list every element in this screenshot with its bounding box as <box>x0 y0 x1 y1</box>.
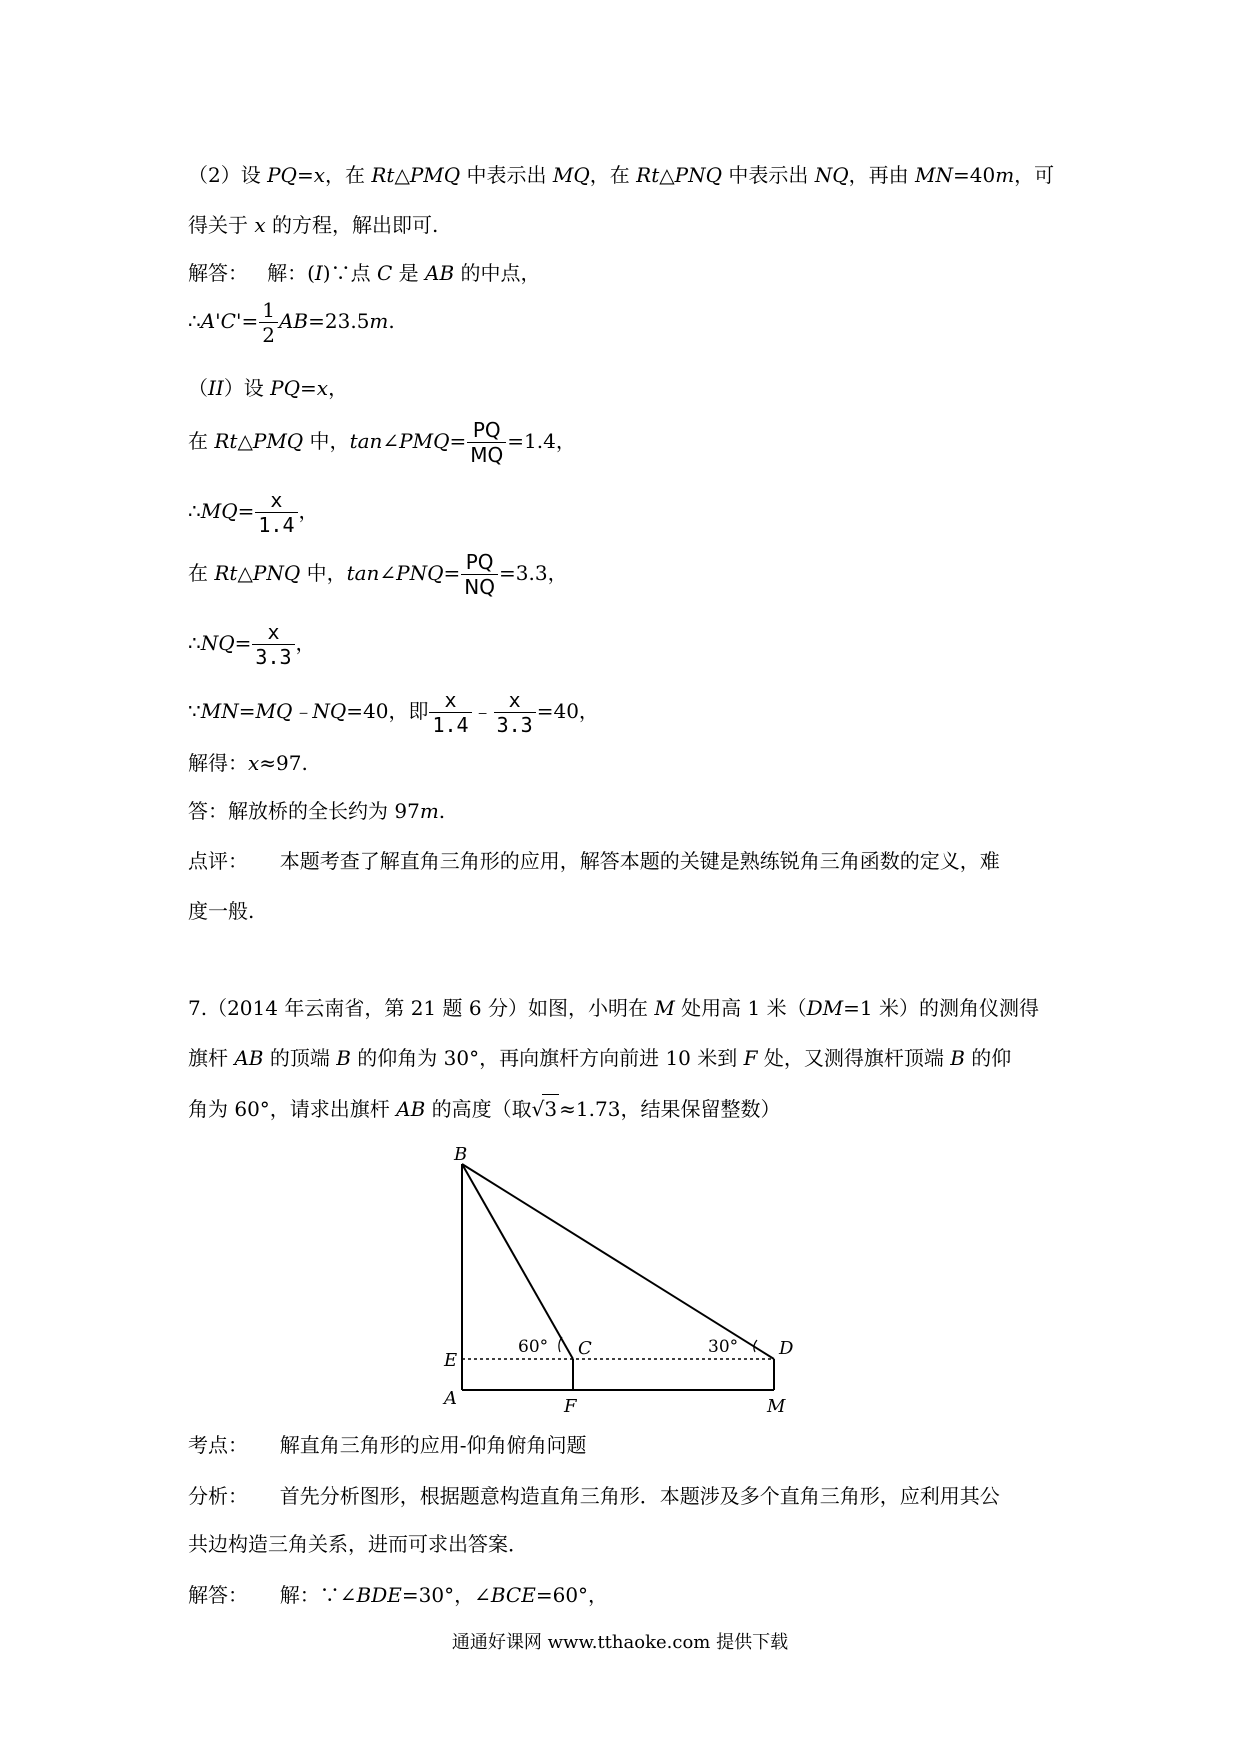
math: ∠BDE <box>339 1583 402 1607</box>
fraction-denominator: 1.4 <box>432 713 469 737</box>
text: ，可 <box>1014 163 1055 187</box>
math: ∠BCE <box>474 1583 536 1607</box>
text: =3.3， <box>499 561 568 585</box>
math: AB <box>278 309 309 333</box>
point-label-c: C <box>578 1338 592 1359</box>
answer-line-1 <box>188 259 541 287</box>
math: B <box>336 1046 351 1070</box>
math: AB <box>234 1046 264 1070</box>
text: ∵ <box>188 699 201 723</box>
answer-line-9 <box>188 749 308 777</box>
answer-line-2 <box>188 300 395 345</box>
text: =40 <box>952 163 996 187</box>
text: =30°， <box>401 1583 475 1607</box>
text: （2）设 <box>188 163 268 187</box>
text: 的顶端 <box>263 1046 337 1070</box>
text: =40， <box>536 699 599 723</box>
math: MN <box>914 163 953 187</box>
comment-label: 点评： <box>188 849 248 873</box>
flagpole-diagram <box>440 1142 820 1422</box>
fraction-denominator: 2 <box>262 323 275 347</box>
text: 中， <box>303 429 350 453</box>
fenxi-label: 分析： <box>188 1484 248 1508</box>
text: 角为 60°，请求出旗杆 <box>188 1097 397 1121</box>
point-label-a: A <box>444 1388 457 1409</box>
text: 答：解放桥的全长约为 97 <box>188 799 420 823</box>
fraction <box>429 690 471 735</box>
text: 得关于 <box>188 213 255 237</box>
math: m <box>995 163 1015 187</box>
fraction-numerator: x <box>252 622 294 645</box>
text: 的仰角为 30°，再向旗杆方向前进 10 米到 <box>350 1046 744 1070</box>
text: 中， <box>300 561 347 585</box>
math: MN=MQ﹣NQ <box>200 699 347 723</box>
math: Rt <box>371 163 395 187</box>
answer-line-5 <box>188 490 319 535</box>
text: = <box>449 429 467 453</box>
math: x <box>254 213 266 237</box>
text: . <box>438 799 446 823</box>
text: ， <box>328 376 349 400</box>
text: = <box>241 309 259 333</box>
text: = <box>443 561 461 585</box>
line-bd <box>462 1164 774 1359</box>
angle-label-60: 60° <box>518 1337 549 1357</box>
text: ， <box>298 499 319 523</box>
fraction <box>467 420 506 465</box>
fraction-numerator: x <box>494 690 536 713</box>
text: ）设 <box>223 376 271 400</box>
point-label-m: M <box>767 1396 786 1417</box>
fenxi-text: 共边构造三角关系，进而可求出答案． <box>188 1532 528 1556</box>
fraction-denominator: 3.3 <box>255 645 292 669</box>
fraction-numerator: 1 <box>259 300 278 323</box>
text: =40，即 <box>346 699 429 723</box>
answer-label: 解答： <box>188 261 248 285</box>
text: △ <box>659 163 675 187</box>
answer-line-8 <box>188 690 599 735</box>
comment-line-2 <box>188 897 254 925</box>
fraction-denominator: 3.3 <box>496 713 533 737</box>
answer-line-4 <box>188 420 576 465</box>
fraction <box>255 490 297 535</box>
fraction-numerator: x <box>255 490 297 513</box>
math: Rt <box>214 561 238 585</box>
math: MQ <box>552 163 590 187</box>
math: PNQ <box>674 163 722 187</box>
text: △ <box>394 163 410 187</box>
point-label-f: F <box>564 1396 577 1417</box>
math: m <box>369 309 389 333</box>
comment-text: 本题考查了解直角三角形的应用，解答本题的关键是熟练锐角三角函数的定义，难 <box>279 849 1000 873</box>
text: =23.5 <box>308 309 370 333</box>
angle-arc-d <box>754 1340 757 1352</box>
answer-line-7 <box>188 622 316 667</box>
math: MQ <box>200 499 238 523</box>
math: AB <box>396 1097 426 1121</box>
text: ， <box>295 631 316 655</box>
fenxi-line-2 <box>188 1530 528 1558</box>
text: . <box>388 309 395 333</box>
text: ∴ <box>188 499 201 523</box>
comment-text: 度一般. <box>188 899 255 923</box>
fraction-denominator: 1.4 <box>258 513 295 537</box>
math: PNQ <box>252 561 301 585</box>
analysis-line-2 <box>188 211 438 239</box>
answer-line-10 <box>188 797 445 825</box>
math: m <box>419 799 439 823</box>
math: AB <box>425 261 455 285</box>
math: NQ <box>814 163 849 187</box>
math: tan∠PMQ <box>349 429 450 453</box>
fraction <box>494 690 536 735</box>
text: 的中点， <box>454 261 541 285</box>
fraction-denominator: MQ <box>470 443 504 467</box>
sqrt-radicand: 3 <box>542 1094 559 1123</box>
text: 的方程，解出即可. <box>265 213 439 237</box>
kaodian-line <box>188 1431 587 1459</box>
text: = <box>237 499 255 523</box>
fenxi-line-1 <box>188 1482 1000 1510</box>
text: ﹣ <box>472 699 493 723</box>
fraction <box>252 622 294 667</box>
text: 在 <box>188 561 215 585</box>
point-label-d: D <box>779 1338 794 1359</box>
fraction <box>259 300 278 345</box>
angle-label-30: 30° <box>708 1337 739 1357</box>
math: M <box>654 996 675 1020</box>
answer-label: 解答： <box>188 1583 248 1607</box>
math: x <box>248 751 260 775</box>
text: 解：( <box>267 261 315 285</box>
text: △ <box>237 561 253 585</box>
fraction-numerator: PQ <box>461 552 498 575</box>
text: ∴ <box>188 631 201 655</box>
math: PMQ <box>409 163 461 187</box>
math: PQ=x <box>267 163 325 187</box>
math: C <box>376 261 393 285</box>
math: II <box>208 376 224 400</box>
answer-line-3 <box>188 374 348 402</box>
text: 的仰 <box>964 1046 1012 1070</box>
math: Rt <box>214 429 238 453</box>
text: ，再由 <box>848 163 915 187</box>
math: Rt <box>636 163 660 187</box>
text: （ <box>188 376 208 400</box>
fraction-numerator: PQ <box>467 420 506 443</box>
problem7-line-1 <box>188 994 1039 1022</box>
text: =1.4， <box>507 429 576 453</box>
text: =1 米）的测角仪测得 <box>843 996 1039 1020</box>
answer-line-6 <box>188 552 568 597</box>
line-bc <box>462 1164 573 1359</box>
kaodian-text: 解直角三角形的应用-仰角俯角问题 <box>279 1433 587 1457</box>
sqrt-sign: √ <box>531 1097 545 1121</box>
text: 在 <box>188 429 215 453</box>
text: 7.（2014 年云南省，第 21 题 6 分）如图，小明在 <box>188 996 655 1020</box>
math: A'C' <box>200 309 242 333</box>
math: PMQ <box>252 429 304 453</box>
comment-line-1 <box>188 847 1000 875</box>
text: =60°， <box>535 1583 609 1607</box>
text: 处用高 1 米（ <box>674 996 807 1020</box>
text: 的高度（取 <box>425 1097 532 1121</box>
text: )∵点 <box>322 261 377 285</box>
text: ，在 <box>589 163 637 187</box>
text: 解得： <box>188 751 248 775</box>
page-footer: 通通好课网 www.tthaoke.com 提供下载 <box>451 1632 789 1653</box>
math: DM <box>806 996 844 1020</box>
math: B <box>950 1046 965 1070</box>
text: ≈1.73，结果保留整数） <box>559 1097 781 1121</box>
text: 解：∵ <box>279 1583 340 1607</box>
problem7-answer-line-1 <box>188 1581 608 1609</box>
text: ∴ <box>188 309 201 333</box>
math: tan∠PNQ <box>346 561 444 585</box>
math: F <box>743 1046 758 1070</box>
kaodian-label: 考点： <box>188 1433 248 1457</box>
text: 中表示出 <box>722 163 815 187</box>
point-label-e: E <box>444 1350 458 1371</box>
text: ≈97. <box>259 751 308 775</box>
fraction-denominator: NQ <box>464 575 495 599</box>
text: △ <box>237 429 253 453</box>
text: 旗杆 <box>188 1046 235 1070</box>
text: 是 <box>392 261 425 285</box>
text: 处，又测得旗杆顶端 <box>757 1046 951 1070</box>
fraction <box>461 552 498 597</box>
fraction-numerator: x <box>429 690 471 713</box>
problem7-line-3 <box>188 1094 780 1123</box>
point-label-b: B <box>454 1144 468 1165</box>
text: = <box>234 631 252 655</box>
problem7-line-2 <box>188 1044 1011 1072</box>
math: PQ=x <box>270 376 329 400</box>
math: I <box>314 261 323 285</box>
fenxi-text: 首先分析图形，根据题意构造直角三角形．本题涉及多个直角三角形，应利用其公 <box>279 1484 1000 1508</box>
text: 中表示出 <box>460 163 553 187</box>
math: NQ <box>200 631 235 655</box>
text: ，在 <box>324 163 372 187</box>
analysis-line-1 <box>188 161 1054 189</box>
